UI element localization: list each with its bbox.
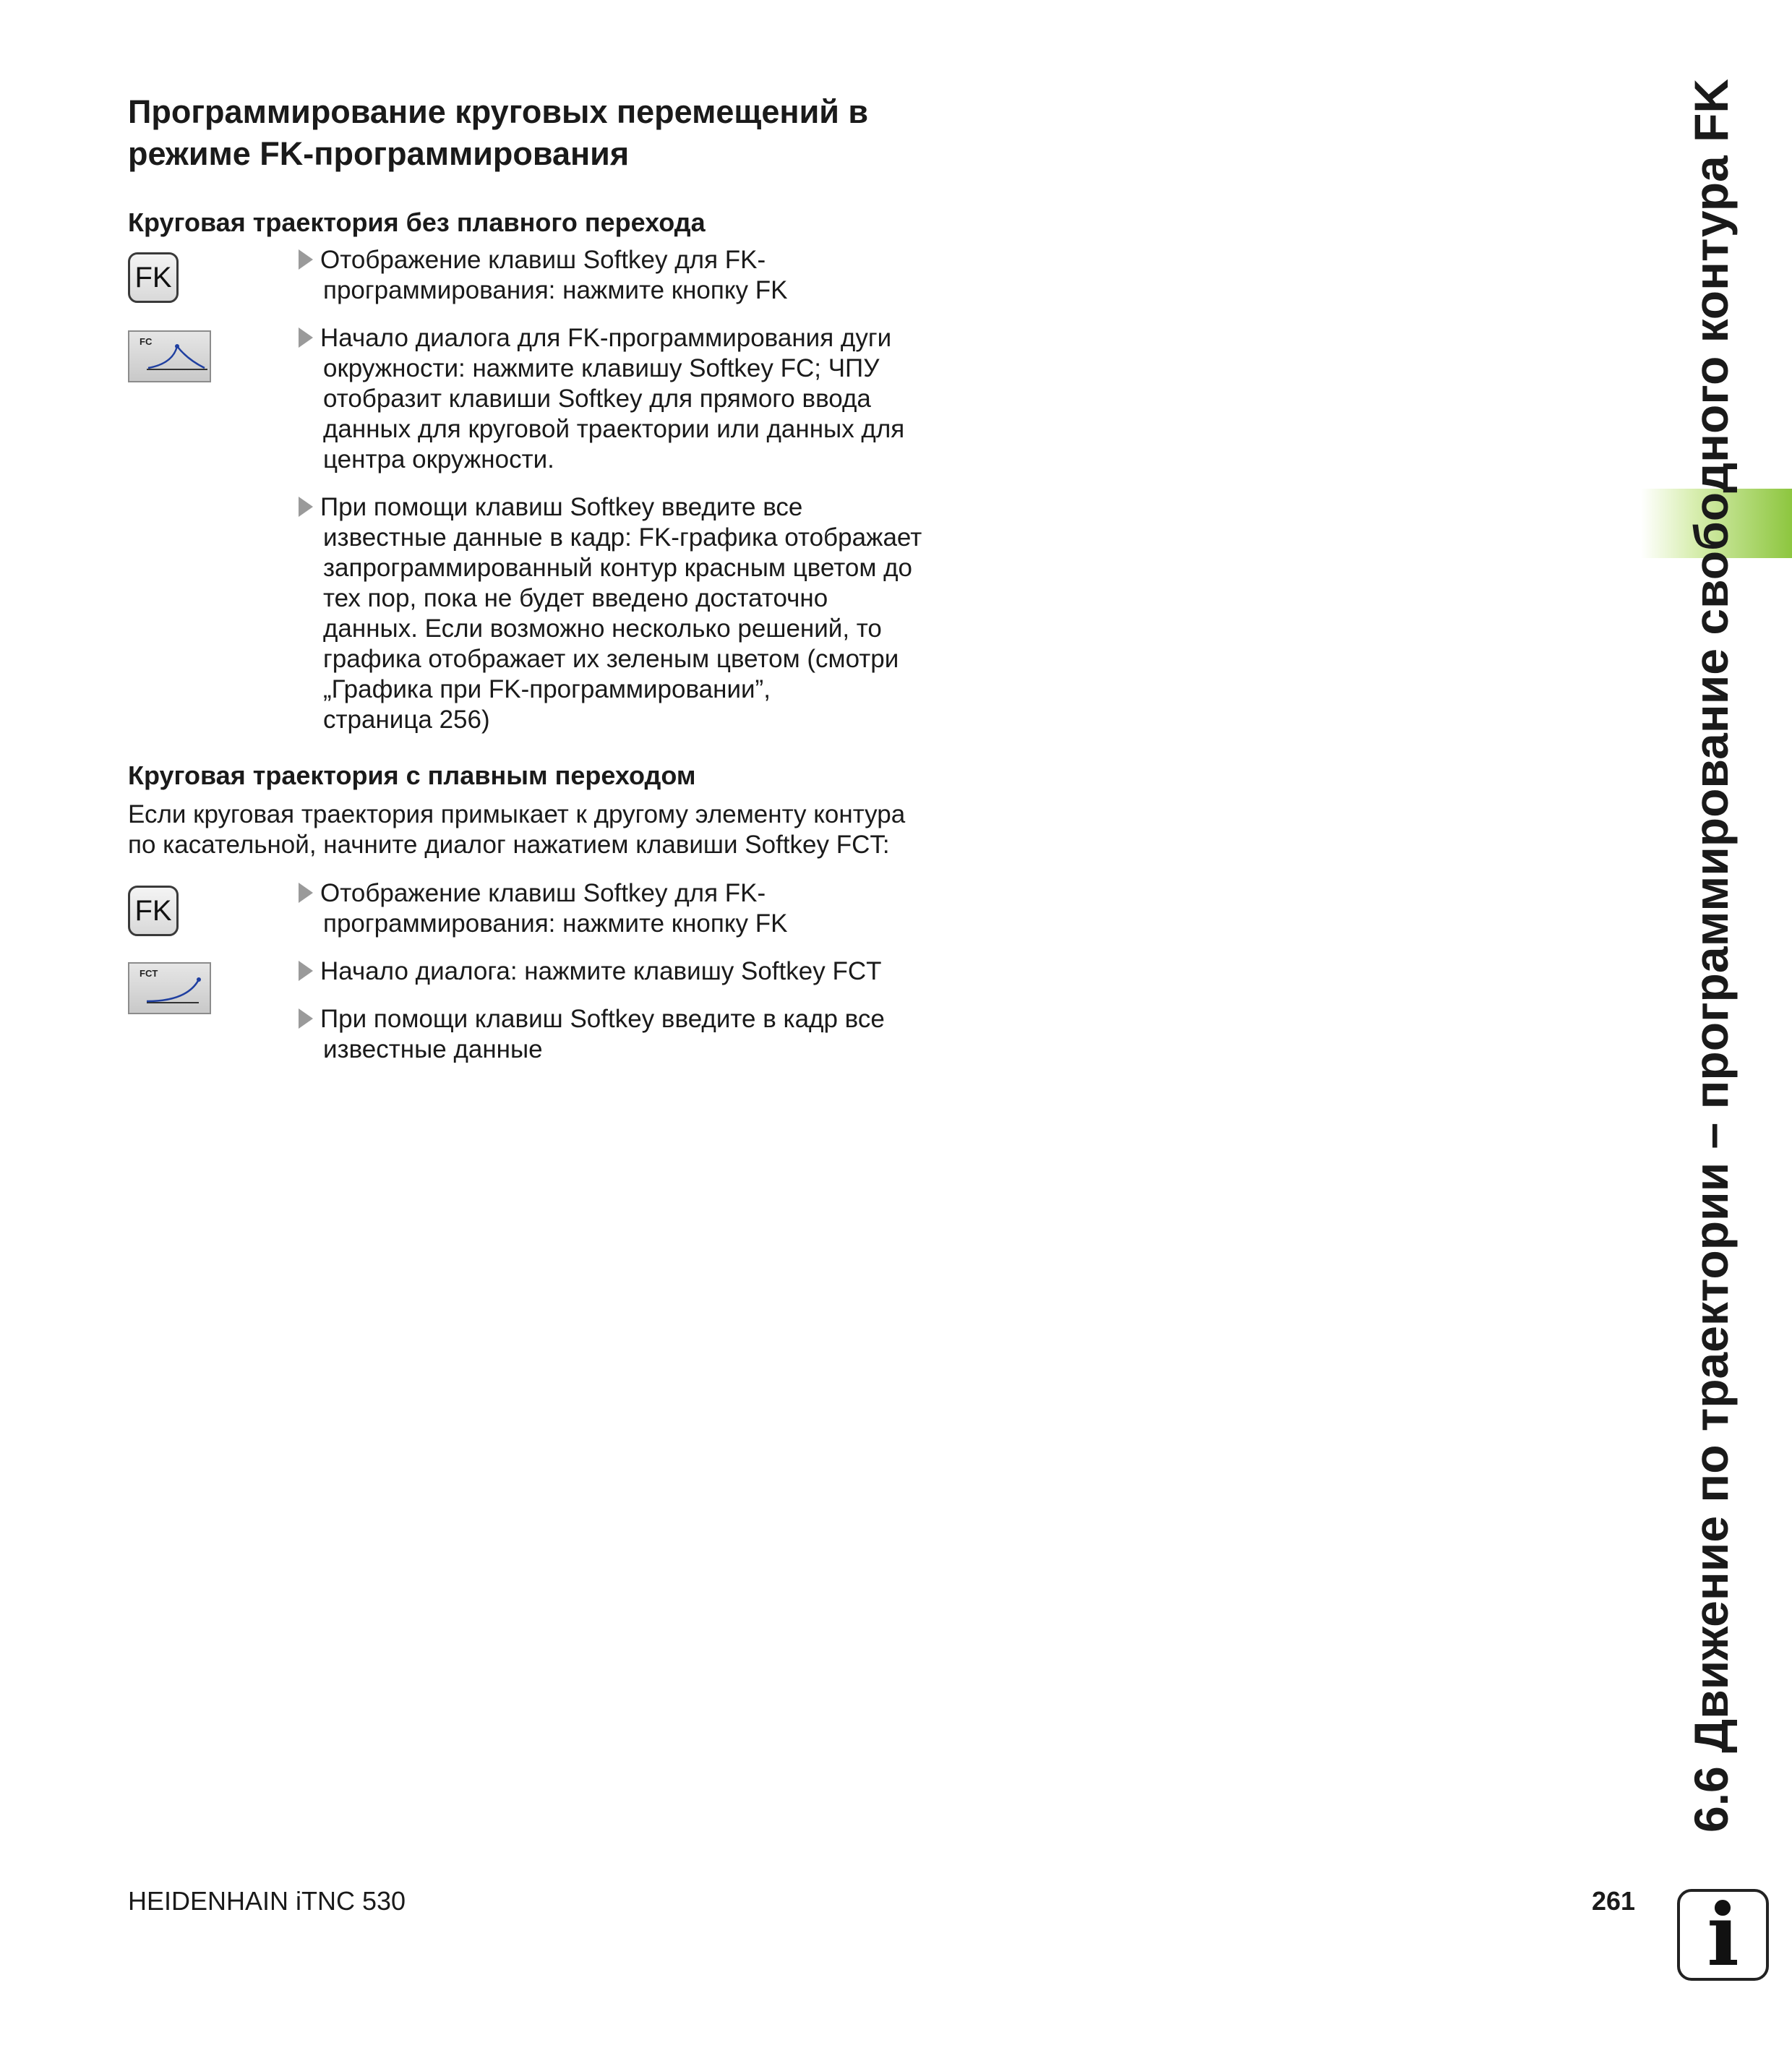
bullet-arrow-icon [299,883,313,903]
section2-heading: Круговая траектория с плавным переходом [128,760,696,790]
fct-softkey-icon: FCT [128,962,211,1014]
section2-intro: Если круговая траектория примыкает к другому элементу контура по касательной, начните диалог нажатием клавиши Softkey FCT: [128,800,906,859]
list-item: При помощи клавиш Softkey введите все известные данные в кадр: FK-графика отображает запрограммированный контур красным цветом до тех пор, пока не будет введено достаточно данных. Если возможно несколько решений, то графика отображает их зеленым цветом (смотри „Графика при FK-программировании”, страница 256) [299,492,971,735]
bullet-arrow-icon [299,327,313,348]
bullet-arrow-icon [299,1008,313,1029]
fk-key-icon: FK [128,886,179,936]
fc-softkey-icon: FC [128,330,211,382]
bullet-arrow-icon [299,961,313,981]
page-number: 261 [1592,1886,1636,1916]
chapter-title: 6.6 Движение по траектории – программирование свободного контура FK [1684,78,1738,1833]
list-item: Отображение клавиш Softkey для FK- программирования: нажмите кнопку FK [299,245,971,306]
page-title: Программирование круговых перемещений в режиме FK-программирования [128,93,869,172]
footer-product: HEIDENHAIN iTNC 530 [128,1886,406,1916]
chapter-sidebar [1679,78,1744,1865]
info-icon: i [1677,1889,1769,1981]
list-item: Отображение клавиш Softkey для FK- программирования: нажмите кнопку FK [299,878,971,939]
list-item: При помощи клавиш Softkey введите в кадр все известные данные [299,1004,971,1065]
section1-heading: Круговая траектория без плавного перехода [128,207,706,237]
list-item: Начало диалога для FK-программирования дуги окружности: нажмите клавишу Softkey FC; ЧПУ отобразит клавиши Softkey для прямого ввода данных для круговой траектории или данных для центра окружности. [299,323,971,475]
bullet-arrow-icon [299,249,313,270]
fk-key-icon: FK [128,252,179,303]
list-item: Начало диалога: нажмите клавишу Softkey FCT [299,956,971,987]
bullet-arrow-icon [299,497,313,517]
